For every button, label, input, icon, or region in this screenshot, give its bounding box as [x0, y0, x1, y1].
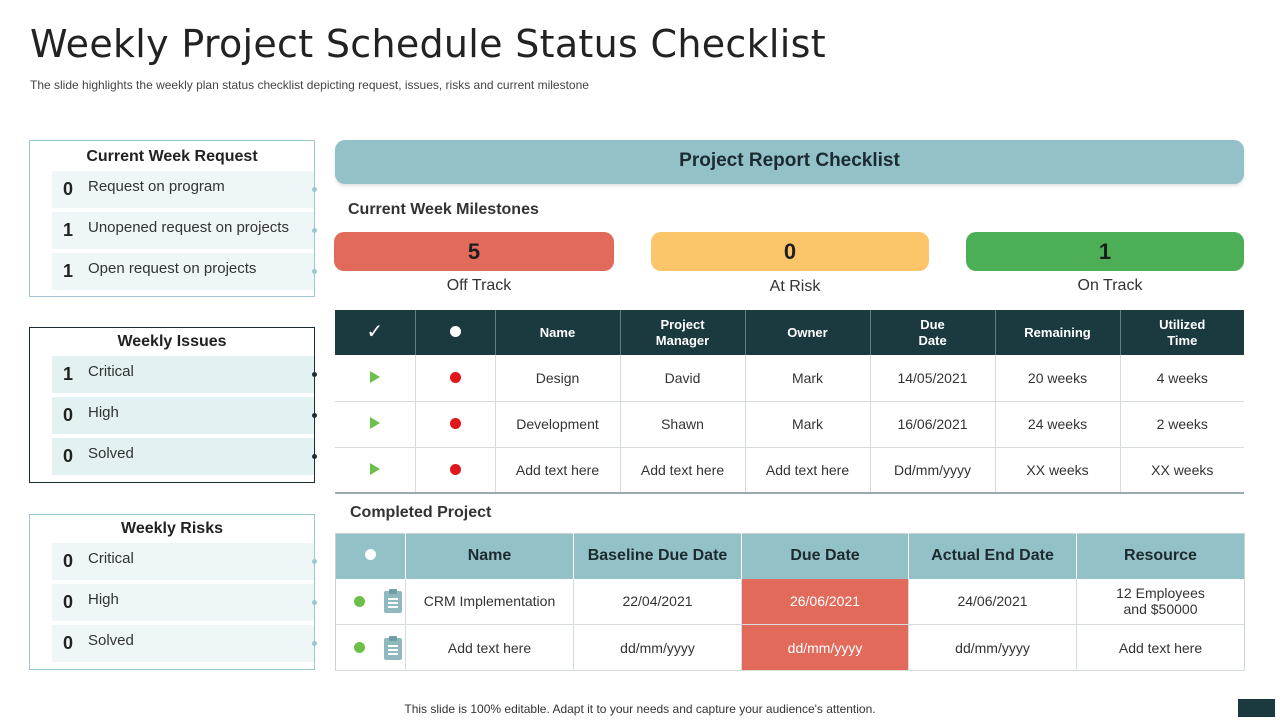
play-icon-cell: [335, 401, 415, 447]
due-date-cell: dd/mm/yyyy: [742, 625, 909, 671]
table-cell: David: [620, 355, 745, 401]
column-header: Due Date: [870, 310, 995, 355]
check-header: [335, 310, 415, 355]
circle-icon: [450, 326, 461, 337]
completed-project-table: [335, 533, 1245, 671]
item-count: 1: [62, 261, 73, 281]
clipboard-icon: [383, 588, 403, 614]
table-row: [336, 579, 1245, 625]
status-cell: [415, 447, 495, 493]
status-cell: [415, 355, 495, 401]
column-header: Name: [495, 310, 620, 355]
green-status-icon: [354, 642, 365, 653]
table-cell: 4 weeks: [1120, 355, 1244, 401]
red-status-icon: [450, 372, 461, 383]
weekly-risks-panel: [29, 514, 315, 670]
item-count: 1: [62, 364, 73, 384]
play-icon-cell: [335, 447, 415, 493]
list-item: [52, 584, 314, 621]
item-label: High: [88, 591, 119, 608]
column-header: Owner: [745, 310, 870, 355]
table-cell: XX weeks: [1120, 447, 1244, 493]
panel-heading: Weekly Issues: [117, 333, 227, 350]
page-title: Weekly Project Schedule Status Checklist: [30, 22, 826, 66]
item-label: Solved: [88, 632, 134, 649]
table-row: [336, 625, 1245, 671]
column-header: Baseline Due Date: [574, 534, 742, 579]
list-item: [52, 438, 314, 475]
table-cell: 16/06/2021: [870, 401, 995, 447]
list-item: [52, 171, 314, 208]
list-item: [52, 397, 314, 434]
at-risk-count: 0: [651, 232, 929, 271]
table-cell: Add text here: [406, 625, 574, 671]
column-header: Resource: [1077, 534, 1245, 579]
column-header: Utilized Time: [1120, 310, 1244, 355]
item-label: Unopened request on projects: [88, 219, 289, 236]
table-cell: Dd/mm/yyyy: [870, 447, 995, 493]
table-cell: 20 weeks: [995, 355, 1120, 401]
list-item: [52, 625, 314, 662]
connector-dot: [312, 600, 317, 605]
table-cell: dd/mm/yyyy: [909, 625, 1077, 671]
red-status-icon: [450, 418, 461, 429]
item-label: High: [88, 404, 119, 421]
table-cell: Shawn: [620, 401, 745, 447]
table-cell: 14/05/2021: [870, 355, 995, 401]
table-cell: dd/mm/yyyy: [574, 625, 742, 671]
table-cell: Add text here: [620, 447, 745, 493]
table-cell: Add text here: [495, 447, 620, 493]
table-row: [335, 355, 1244, 401]
play-icon: [370, 417, 380, 429]
item-label: Open request on projects: [88, 260, 257, 277]
connector-dot: [312, 641, 317, 646]
connector-dot: [312, 228, 317, 233]
table-cell: 2 weeks: [1120, 401, 1244, 447]
connector-dot: [312, 372, 317, 377]
list-item: [52, 356, 314, 393]
off-track-count: 5: [334, 232, 614, 271]
list-item: [52, 212, 314, 249]
item-label: Request on program: [88, 178, 225, 195]
status-header: [336, 534, 406, 579]
current-week-request-panel: [29, 140, 315, 297]
report-heading: Project Report Checklist: [335, 140, 1244, 184]
due-date-cell: 26/06/2021: [742, 579, 909, 625]
off-track-label: Off Track: [446, 277, 512, 294]
table-cell: Mark: [745, 401, 870, 447]
connector-dot: [312, 559, 317, 564]
item-count: 0: [62, 179, 73, 199]
table-cell: 24/06/2021: [909, 579, 1077, 625]
play-icon-cell: [335, 355, 415, 401]
table-row: [335, 447, 1244, 493]
connector-dot: [312, 187, 317, 192]
item-label: Critical: [88, 363, 134, 380]
circle-icon: [365, 549, 376, 560]
table-cell: CRM Implementation: [406, 579, 574, 625]
red-status-icon: [450, 464, 461, 475]
table-cell: Development: [495, 401, 620, 447]
green-status-icon: [354, 596, 365, 607]
corner-accent: [1238, 699, 1275, 717]
clipboard-icon: [383, 635, 403, 661]
table-cell: 12 Employees and $50000: [1077, 579, 1245, 625]
list-item: [52, 253, 314, 290]
item-count: 0: [62, 446, 73, 466]
item-count: 0: [62, 551, 73, 571]
connector-dot: [312, 269, 317, 274]
milestone-table: [335, 310, 1244, 494]
status-cell: [336, 579, 406, 625]
play-icon: [370, 371, 380, 383]
column-header: Remaining: [995, 310, 1120, 355]
table-cell: Add text here: [745, 447, 870, 493]
column-header: Name: [406, 534, 574, 579]
page-subtitle: The slide highlights the weekly plan status checklist depicting request, issues, risks and current milestone: [30, 78, 589, 92]
column-header: Due Date: [742, 534, 909, 579]
item-count: 0: [62, 405, 73, 425]
connector-dot: [312, 413, 317, 418]
table-cell: XX weeks: [995, 447, 1120, 493]
checkmark-icon: ✓: [366, 320, 384, 343]
table-cell: 22/04/2021: [574, 579, 742, 625]
footer-note: This slide is 100% editable. Adapt it to your needs and capture your audience's attention.: [404, 702, 876, 716]
item-label: Solved: [88, 445, 134, 462]
play-icon: [370, 463, 380, 475]
table-header-row: [336, 534, 1245, 579]
column-header: Project Manager: [620, 310, 745, 355]
weekly-issues-panel: [29, 327, 315, 483]
table-cell: 24 weeks: [995, 401, 1120, 447]
item-label: Critical: [88, 550, 134, 567]
status-header: [415, 310, 495, 355]
item-count: 0: [62, 592, 73, 612]
status-cell: [336, 625, 406, 671]
table-cell: Design: [495, 355, 620, 401]
table-cell: Mark: [745, 355, 870, 401]
item-count: 0: [62, 633, 73, 653]
on-track-label: On Track: [1077, 277, 1143, 294]
column-header: Actual End Date: [909, 534, 1077, 579]
at-risk-label: At Risk: [769, 278, 821, 295]
item-count: 1: [62, 220, 73, 240]
status-cell: [415, 401, 495, 447]
table-row: [335, 401, 1244, 447]
table-header-row: [335, 310, 1244, 355]
list-item: [52, 543, 314, 580]
connector-dot: [312, 454, 317, 459]
completed-heading: Completed Project: [350, 504, 492, 521]
table-cell: Add text here: [1077, 625, 1245, 671]
panel-heading: Current Week Request: [86, 148, 258, 165]
milestones-heading: Current Week Milestones: [348, 201, 539, 218]
on-track-count: 1: [966, 232, 1244, 271]
panel-heading: Weekly Risks: [121, 520, 223, 537]
